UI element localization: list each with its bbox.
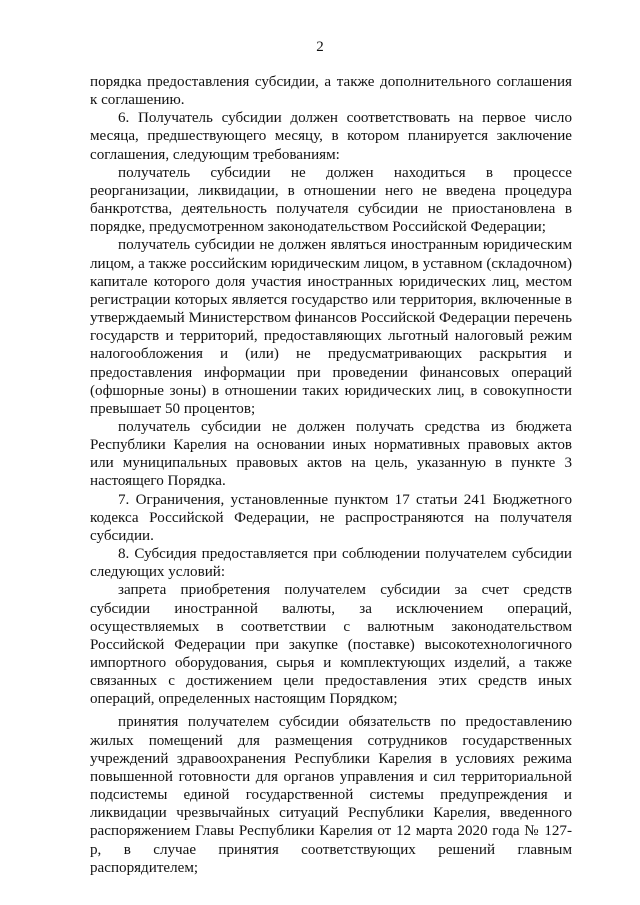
paragraph-continuation: порядка предоставления субсидии, а также дополнительного соглашения к соглашению. [90, 74, 572, 109]
paragraph-clause-8: 8. Субсидия предоставляется при соблюдении получателем субсидии следующих условий: [90, 546, 572, 581]
paragraph-requirement-foreign-entity: получатель субсидии не должен являться иностранным юридическим лицом, а также российским юридическим лицом, в уставном (складочном) капитале которого доля участия иностранных юридических лиц, местом регистрации которых является государство или территория, включенные в утверждаемый Министерством финансов Российской Федерации перечень государств и территорий, предоставляющих льготный налоговый режим налогообложения и (или) не предусматривающих раскрытия и предоставления информации при проведении финансовых операций (офшорные зоны) в отношении таких юридических лиц, в совокупности превышает 50 процентов; [90, 237, 572, 417]
document-body [90, 73, 572, 877]
page-number: 2 [316, 39, 324, 55]
paragraph-requirement-reorganization: получатель субсидии не должен находиться в процессе реорганизации, ликвидации, в отношении него не введена процедура банкротства, деятельность получателя субсидии не приостановлена в порядке, предусмотренном законодательством Российской Федерации; [90, 164, 572, 236]
paragraph-clause-6: 6. Получатель субсидии должен соответствовать на первое число месяца, предшествующего месяцу, в котором планируется заключение соглашения, следующим требованиям: [90, 110, 572, 163]
paragraph-condition-housing: принятия получателем субсидии обязательств по предоставлению жилых помещений для размещения сотрудников государственных учреждений здравоохранения Республики Карелия в условиях режима повышенной готовности для органов управления и сил территориальной подсистемы единой государственной системы предупреждения и ликвидации чрезвычайных ситуаций Республики Карелия, введенного распоряжением Главы Республики Карелия от 12 марта 2020 года № 127-р, в случае принятия соответствующих решений главным распорядителем; [90, 714, 572, 876]
paragraph-condition-currency: запрета приобретения получателем субсидии за счет средств субсидии иностранной валюты, за исключением операций, осуществляемых в соответствии с валютным законодательством Российской Федерации при закупке (поставке) высокотехнологичного импортного оборудования, сырья и комплектующих изделий, а также связанных с достижением цели предоставления этих средств иных операций, определенных настоящим Порядком; [90, 582, 572, 708]
paragraph-clause-7: 7. Ограничения, установленные пунктом 17 статьи 241 Бюджетного кодекса Российской Федерации, не распространяются на получателя субсидии. [90, 491, 572, 544]
paragraph-requirement-budget-funds: получатель субсидии не должен получать средства из бюджета Республики Карелия на основании иных нормативных правовых актов или муниципальных правовых актов на цель, указанную в пункте 3 настоящего Порядка. [90, 418, 572, 490]
